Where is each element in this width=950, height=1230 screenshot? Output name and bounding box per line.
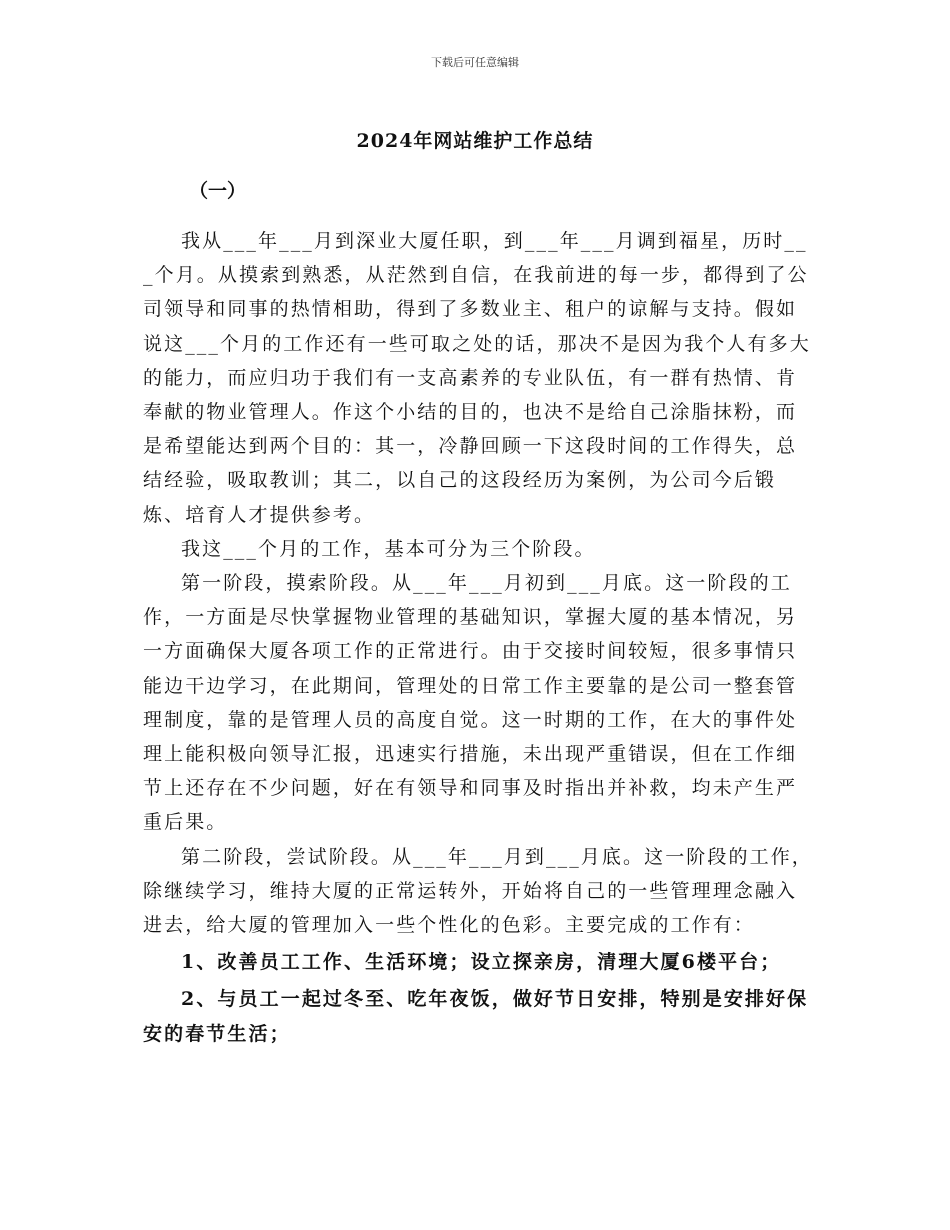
list-item: 2、与员工一起过冬至、吃年夜饭，做好节日安排，特别是安排好保安的春节生活； (143, 988, 809, 1045)
section-label: （一） (189, 180, 247, 202)
document-body (143, 224, 813, 1051)
document-title: 2024年网站维护工作总结 (356, 130, 594, 152)
paragraph: 我从___年___月到深业大厦任职，到___年___月调到福星，历时___个月。从摸索到熟悉，从茫然到自信，在我前进的每一步，都得到了公司领导和同事的热情相助，得到了多数业主、租户的谅解与支持。假如说这___个月的工作还有一些可取之处的话，那决不是因为我个人有多大的能力，而应归功于我们有一支高素养的专业队伍，有一群有热情、肯奉献的物业管理人。作这个小结的目的，也决不是给自己涂脂抹粉，而是希望能达到两个目的：其一，冷静回顾一下这段时间的工作得失，总结经验，吸取教训；其二，以自己的这段经历为案例，为公司今后锻炼、培育人才提供参考。 (143, 230, 811, 526)
page-header-note: 下载后可任意编辑 (431, 56, 519, 69)
paragraph: 第二阶段，尝试阶段。从___年___月到___月底。这一阶段的工作，除继续学习，维持大厦的正常运转外，开始将自己的一些管理理念融入进去，给大厦的管理加入一些个性化的色彩。主要完成的工作有： (143, 845, 813, 937)
paragraph: 第一阶段，摸索阶段。从___年___月初到___月底。这一阶段的工作，一方面是尽快掌握物业管理的基础知识，掌握大厦的基本情况，另一方面确保大厦各项工作的正常进行。由于交接时间较短，很多事情只能边干边学习，在此期间，管理处的日常工作主要靠的是公司一整套管理制度，靠的是管理人员的高度自觉。这一时期的工作，在大的事件处理上能积极向领导汇报，迅速实行措施，未出现严重错误，但在工作细节上还存在不少问题，好在有领导和同事及时指出并补救，均未产生严重后果。 (143, 572, 798, 834)
paragraph: 我这___个月的工作，基本可分为三个阶段。 (181, 537, 596, 560)
list-item: 1、改善员工工作、生活环境；设立探亲房，清理大厦6楼平台； (181, 951, 782, 974)
